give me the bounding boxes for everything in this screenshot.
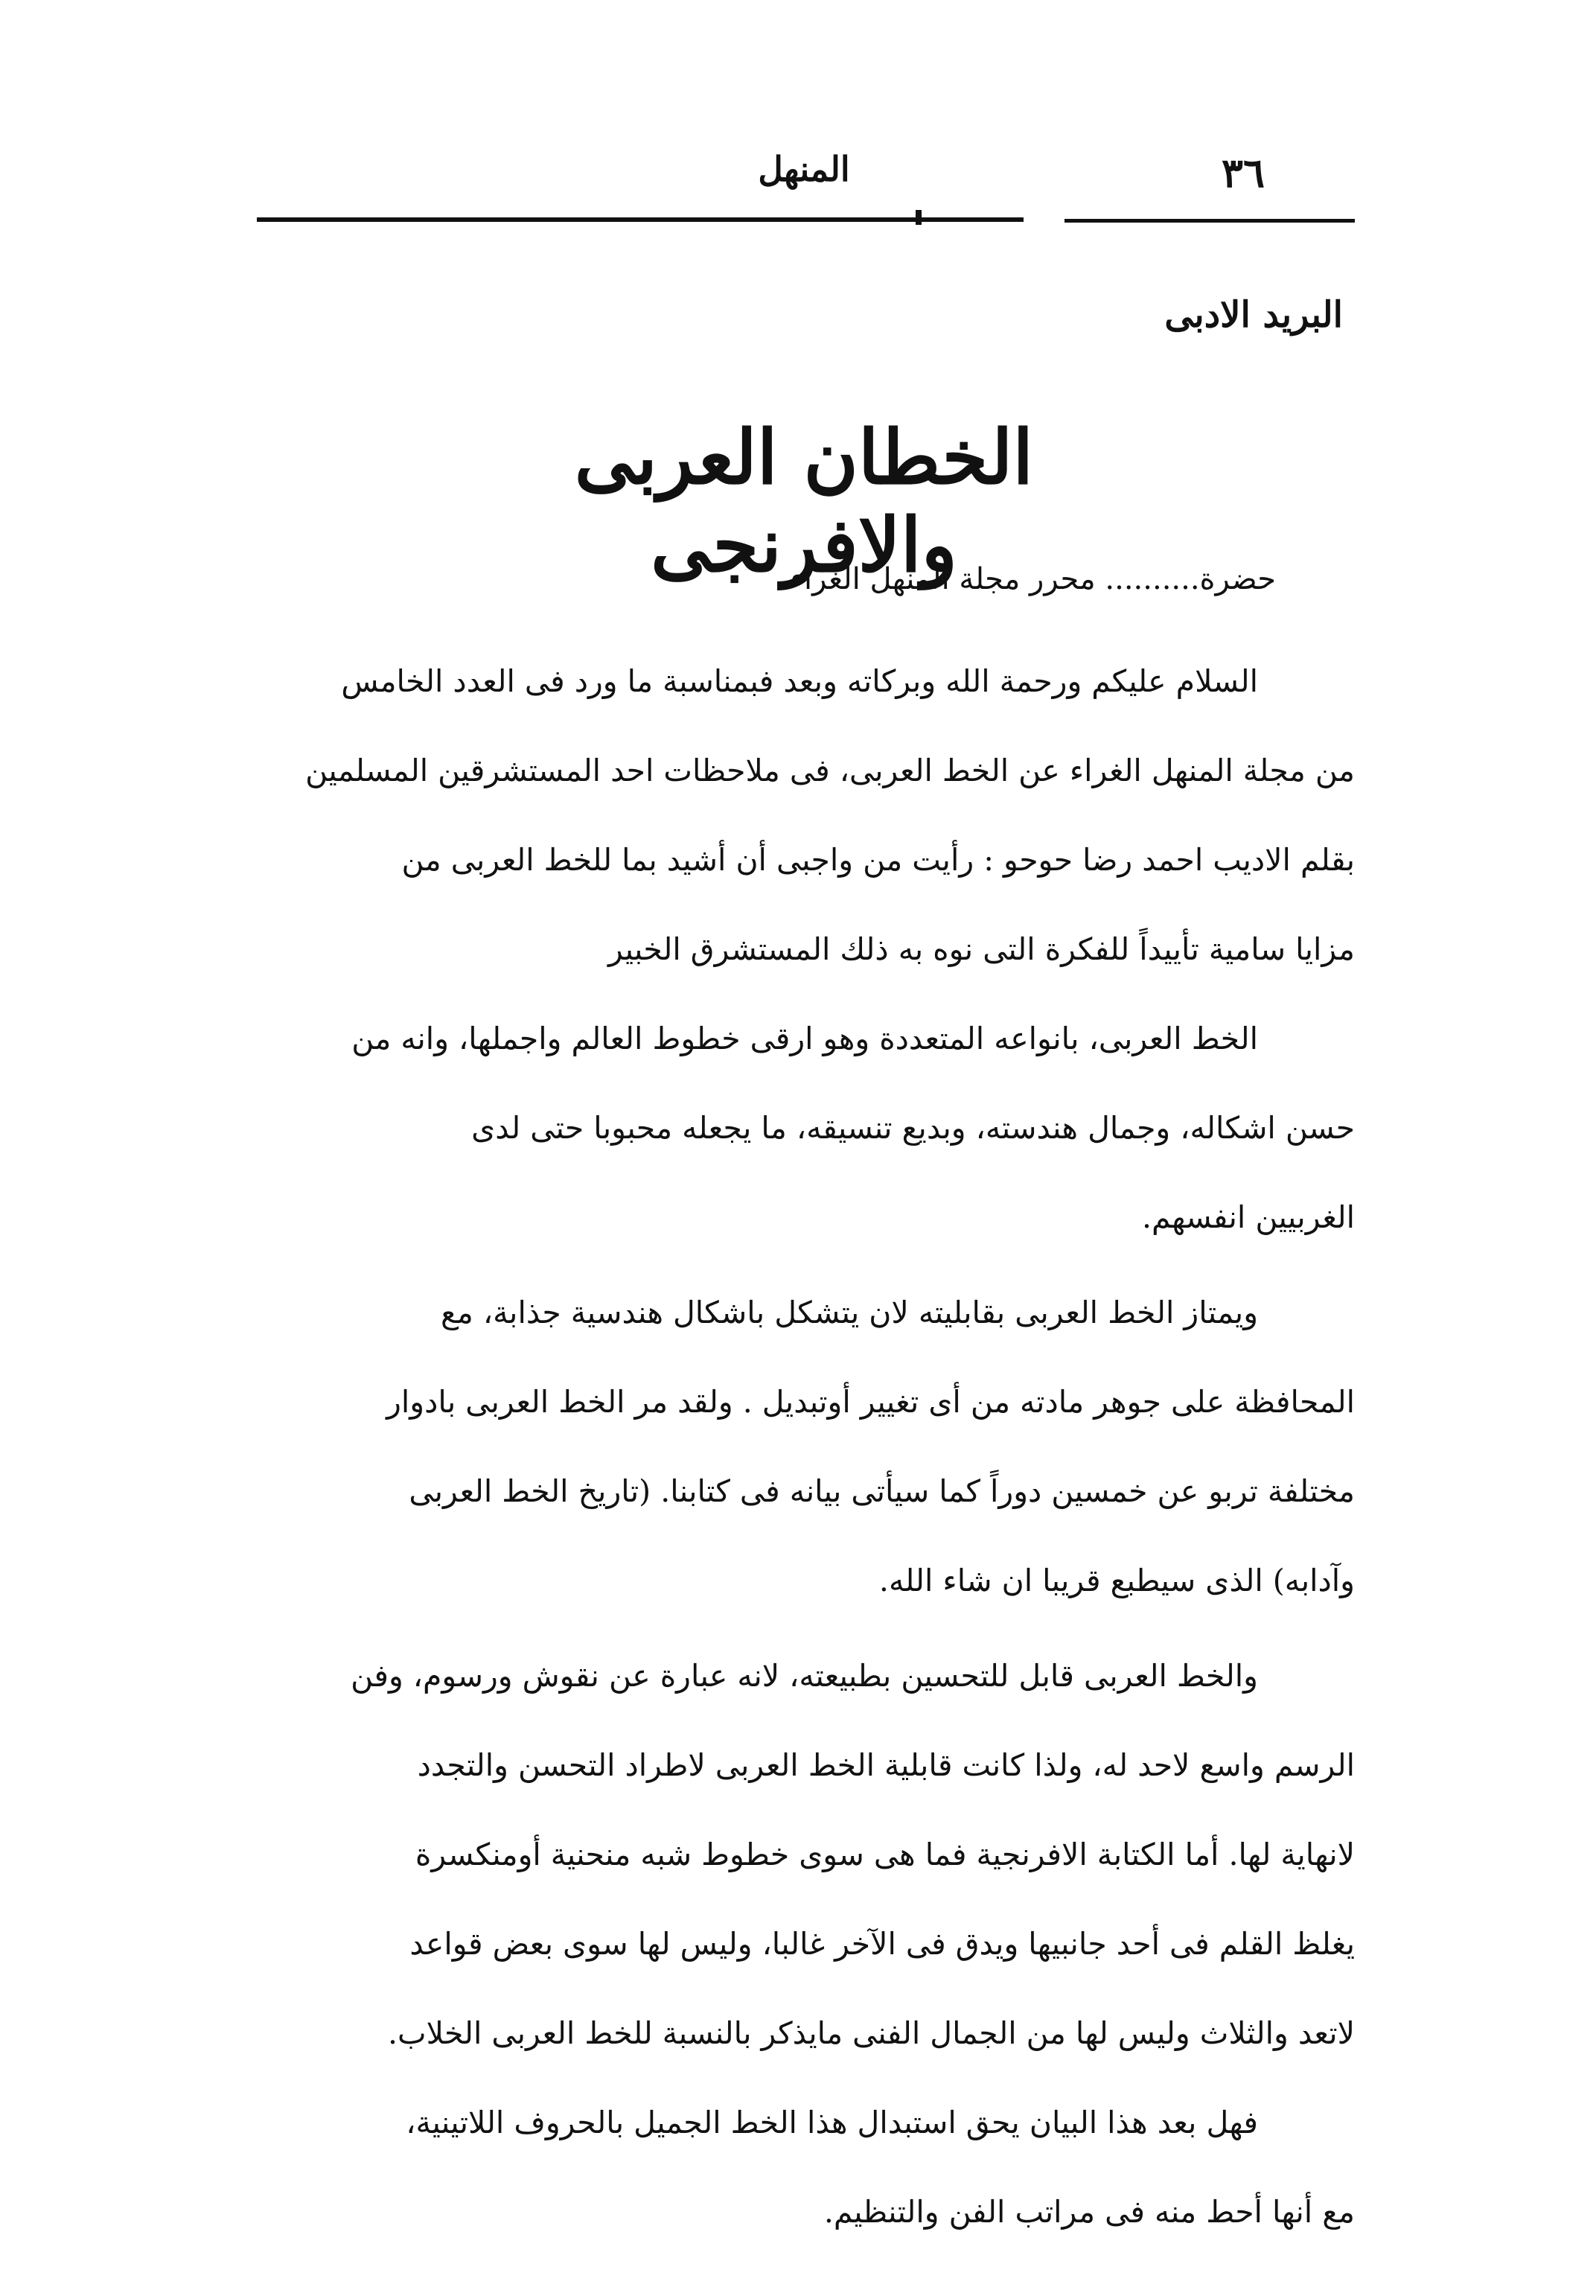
salutation-line: حضرة.......... محرر مجلة المنهل الغراء bbox=[790, 562, 1276, 596]
article-title: الخطان العربى والافرنجى bbox=[574, 413, 1034, 589]
header-rule-right bbox=[1064, 219, 1355, 223]
body-line-6: حسن اشكاله، وجمال هندسته، وبديع تنسيقه، ما يجعله محبوبا حتى لدى bbox=[471, 1110, 1355, 1146]
header-rule-left bbox=[257, 217, 1024, 222]
header-rule-tick bbox=[916, 210, 922, 225]
body-line-13: الرسم واسع لاحد له، ولذا كانت قابلية الخط العربى لاطراد التحسن والتجدد bbox=[417, 1747, 1355, 1783]
body-line-1: السلام عليكم ورحمة الله وبركاته وبعد فبمناسبة ما ورد فى العدد الخامس bbox=[341, 663, 1258, 699]
body-line-2: من مجلة المنهل الغراء عن الخط العربى، فى ملاحظات احد المستشرقين المسلمين bbox=[305, 753, 1355, 788]
page-number: ٣٦ bbox=[1221, 149, 1265, 197]
body-line-8: ويمتاز الخط العربى بقابليته لان يتشكل باشكال هندسية جذابة، مع bbox=[441, 1295, 1258, 1330]
body-line-7: الغربيين انفسهم. bbox=[1141, 1199, 1355, 1235]
body-line-15: يغلظ القلم فى أحد جانبيها ويدق فى الآخر غالبا، وليس لها سوى بعض قواعد bbox=[409, 1926, 1355, 1962]
body-line-11: وآدابه) الذى سيطبع قريبا ان شاء الله. bbox=[878, 1563, 1355, 1598]
body-line-18: مع أنها أحط منه فى مراتب الفن والتنظيم. bbox=[823, 2194, 1355, 2230]
section-label: البريد الادبى bbox=[1164, 294, 1343, 336]
body-line-16: لاتعد والثلاث وليس لها من الجمال الفنى مايذكر بالنسبة للخط العربى الخلاب. bbox=[387, 2015, 1355, 2051]
body-line-3: بقلم الاديب احمد رضا حوحو : رأيت من واجبى أن أشيد بما للخط العربى من bbox=[401, 842, 1355, 878]
body-line-10: مختلفة تربو عن خمسين دوراً كما سيأتى بيانه فى كتابنا. (تاريخ الخط العربى bbox=[409, 1473, 1355, 1509]
journal-title: المنهل bbox=[758, 149, 850, 189]
article-body bbox=[253, 637, 1355, 2257]
body-line-5: الخط العربى، بانواعه المتعددة وهو ارقى خطوط العالم واجملها، وانه من bbox=[351, 1021, 1258, 1056]
body-line-17: فهل بعد هذا البيان يحق استبدال هذا الخط الجميل بالحروف اللاتينية، bbox=[406, 2105, 1258, 2140]
body-line-14: لانهاية لها. أما الكتابة الافرنجية فما هى سوى خطوط شبه منحنية أومنكسرة bbox=[415, 1837, 1355, 1872]
body-line-4: مزايا سامية تأييداً للفكرة التى نوه به ذلك المستشرق الخبير bbox=[608, 931, 1355, 967]
body-line-9: المحافظة على جوهر مادته من أى تغيير أوتبديل . ولقد مر الخط العربى بادوار bbox=[386, 1384, 1355, 1420]
body-line-12: والخط العربى قابل للتحسين بطبيعته، لانه عبارة عن نقوش ورسوم، وفن bbox=[351, 1658, 1258, 1694]
